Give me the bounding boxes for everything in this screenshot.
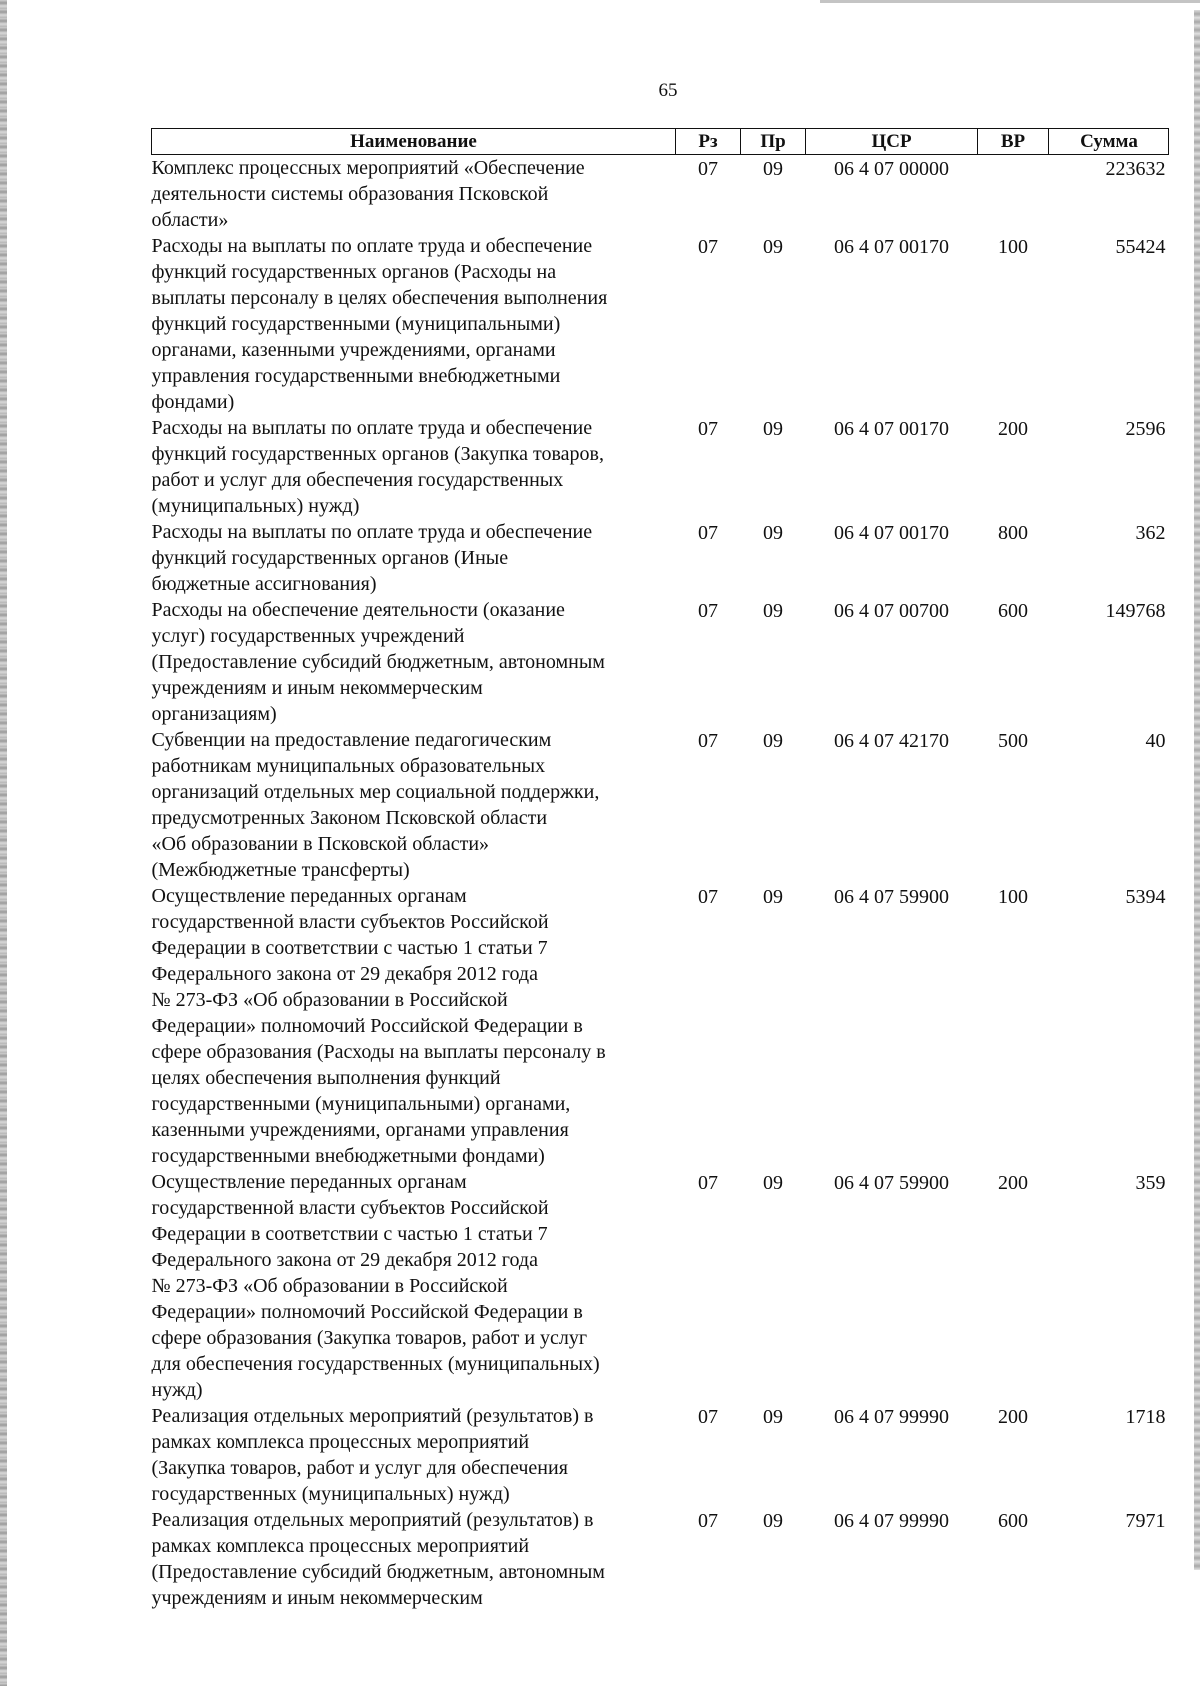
row-rz: 07 [698,522,718,544]
row-rz: 07 [698,1510,718,1532]
header-rz: Рз [676,129,741,155]
row-csr: 06 4 07 59900 [834,1172,949,1194]
row-name-line: учреждениям и иным некоммерческим [151,1587,483,1609]
row-name-line: деятельности системы образования Псковской [151,183,549,205]
row-pr: 09 [763,1172,783,1194]
row-name-line: нужд) [151,1379,203,1401]
row-vr: 200 [998,1406,1028,1428]
row-csr: 06 4 07 99990 [834,1406,949,1428]
table-row [152,519,1169,597]
row-name-line: управления государственными внебюджетными [151,365,561,387]
row-name-line: предусмотренных Законом Псковской области [151,807,548,829]
row-pr: 09 [763,886,783,908]
row-name-line: функций государственных органов (Закупка товаров, [151,443,604,465]
row-name-line: функций государственных органов (Расходы на [151,261,557,283]
table-row [152,233,1169,415]
header-csr: ЦСР [806,129,978,155]
row-sum: 223632 [1105,158,1166,180]
row-name-line: государственных (муниципальных) нужд) [151,1483,510,1505]
row-sum: 362 [1135,522,1166,544]
row-name [152,1507,676,1611]
table-row [152,415,1169,519]
row-vr: 600 [998,1510,1028,1532]
row-name-line: (Межбюджетные трансферты) [151,859,410,881]
row-name-line: казенными учреждениями, органами управления [151,1119,569,1141]
header-pr: Пр [741,129,806,155]
row-name-line: «Об образовании в Псковской области» [151,833,490,855]
row-name-line: государственной власти субъектов Российской [151,1197,549,1219]
row-name [152,597,676,727]
row-sum: 55424 [1115,236,1166,258]
row-name-line: сфере образования (Закупка товаров, работ и услуг [151,1327,588,1349]
row-rz: 07 [698,886,718,908]
scan-edge-top [820,0,1200,3]
row-pr: 09 [763,418,783,440]
row-name-line: фондами) [151,391,235,413]
row-name-line: бюджетные ассигнования) [151,573,377,595]
row-name-line: Осуществление переданных органам [151,885,467,907]
row-csr: 06 4 07 42170 [834,730,949,752]
header-row [152,129,1169,155]
table-row [152,1403,1169,1507]
row-name-line: выплаты персоналу в целях обеспечения выполнения [151,287,608,309]
row-name-line: Федерации в соответствии с частью 1 статьи 7 [151,1223,548,1245]
table-row [152,1507,1169,1611]
row-csr: 06 4 07 00700 [834,600,949,622]
row-vr [978,155,1049,234]
table-row [152,727,1169,883]
row-name-line: органами, казенными учреждениями, органами [151,339,556,361]
header-vr: ВР [978,129,1049,155]
row-name-line: (Предоставление субсидий бюджетным, автономным [151,651,605,673]
table-body [152,155,1169,1612]
row-pr: 09 [763,522,783,544]
row-name [152,155,676,234]
row-name-line: организациям) [151,703,277,725]
row-csr: 06 4 07 00170 [834,418,949,440]
row-name [152,415,676,519]
row-name-line: Реализация отдельных мероприятий (результатов) в [151,1509,594,1531]
table-header [152,129,1169,155]
row-name-line: рамках комплекса процессных мероприятий [151,1535,530,1557]
row-sum: 1718 [1125,1406,1166,1428]
header-name: Наименование [152,129,676,155]
header-sum: Сумма [1049,129,1169,155]
row-sum: 2596 [1125,418,1166,440]
row-name-line: № 273-ФЗ «Об образовании в Российской [151,1275,508,1297]
table-row [152,1169,1169,1403]
row-name-line: учреждениям и иным некоммерческим [151,677,483,699]
row-name-line: Федерации» полномочий Российской Федерации в [151,1301,583,1323]
row-name [152,1403,676,1507]
row-name-line: Субвенции на предоставление педагогическим [151,729,552,751]
row-name-line: Федерального закона от 29 декабря 2012 года [151,1249,538,1271]
row-name-line: государственными (муниципальными) органами, [151,1093,571,1115]
row-name [152,1169,676,1403]
row-pr: 09 [763,600,783,622]
row-rz: 07 [698,1406,718,1428]
row-name-line: № 273-ФЗ «Об образовании в Российской [151,989,508,1011]
row-pr: 09 [763,1510,783,1532]
row-name-line: организаций отдельных мер социальной поддержки, [151,781,600,803]
row-vr: 600 [998,600,1028,622]
row-name [152,519,676,597]
row-name-line: Федерации» полномочий Российской Федерации в [151,1015,583,1037]
row-name-line: работникам муниципальных образовательных [151,755,546,777]
row-name-line: государственными внебюджетными фондами) [151,1145,545,1167]
row-csr: 06 4 07 00170 [834,522,949,544]
table-row [152,597,1169,727]
row-sum: 40 [1145,730,1166,752]
row-csr: 06 4 07 00170 [834,236,949,258]
row-name-line: Расходы на выплаты по оплате труда и обеспечение [151,235,593,257]
scan-edge-left [0,0,7,1686]
row-vr: 800 [998,522,1028,544]
row-rz: 07 [698,1172,718,1194]
row-csr: 06 4 07 99990 [834,1510,949,1532]
row-name-line: функций государственными (муниципальными) [151,313,561,335]
row-name-line: целях обеспечения выполнения функций [151,1067,501,1089]
row-name-line: области» [151,209,229,231]
row-pr: 09 [763,158,783,180]
row-name-line: сфере образования (Расходы на выплаты персоналу в [151,1041,606,1063]
budget-table [151,128,1169,1611]
row-name [152,727,676,883]
row-name-line: Комплекс процессных мероприятий «Обеспечение [151,157,585,179]
row-name-line: для обеспечения государственных (муниципальных) [151,1353,600,1375]
row-csr: 06 4 07 00000 [834,158,949,180]
table-row [152,155,1169,234]
row-pr: 09 [763,1406,783,1428]
row-sum: 149768 [1105,600,1166,622]
row-rz: 07 [698,600,718,622]
row-rz: 07 [698,418,718,440]
row-csr: 06 4 07 59900 [834,886,949,908]
row-sum: 359 [1135,1172,1166,1194]
row-name-line: Расходы на обеспечение деятельности (оказание [151,599,565,621]
row-vr: 100 [998,236,1028,258]
row-name-line: функций государственных органов (Иные [151,547,509,569]
row-name-line: (муниципальных) нужд) [151,495,360,517]
row-pr: 09 [763,730,783,752]
scan-edge-right [1194,10,1200,1570]
row-sum: 5394 [1125,886,1166,908]
row-name-line: Осуществление переданных органам [151,1171,467,1193]
row-rz: 07 [698,158,718,180]
row-sum: 7971 [1125,1510,1166,1532]
row-vr: 200 [998,418,1028,440]
table-row [152,883,1169,1169]
row-name-line: государственной власти субъектов Российской [151,911,549,933]
row-name-line: рамках комплекса процессных мероприятий [151,1431,530,1453]
row-name-line: работ и услуг для обеспечения государственных [151,469,564,491]
row-vr: 100 [998,886,1028,908]
row-pr: 09 [763,236,783,258]
row-name-line: Федерального закона от 29 декабря 2012 года [151,963,538,985]
row-vr: 200 [998,1172,1028,1194]
row-name-line: Федерации в соответствии с частью 1 статьи 7 [151,937,548,959]
row-name-line: (Предоставление субсидий бюджетным, автономным [151,1561,605,1583]
row-name-line: Расходы на выплаты по оплате труда и обеспечение [151,521,593,543]
row-rz: 07 [698,236,718,258]
row-rz: 07 [698,730,718,752]
row-vr: 500 [998,730,1028,752]
row-name [152,883,676,1169]
row-name-line: Реализация отдельных мероприятий (результатов) в [151,1405,594,1427]
page-number: 65 [658,80,678,101]
row-name [152,233,676,415]
row-name-line: (Закупка товаров, работ и услуг для обеспечения [151,1457,568,1479]
row-name-line: услуг) государственных учреждений [151,625,465,647]
row-name-line: Расходы на выплаты по оплате труда и обеспечение [151,417,593,439]
